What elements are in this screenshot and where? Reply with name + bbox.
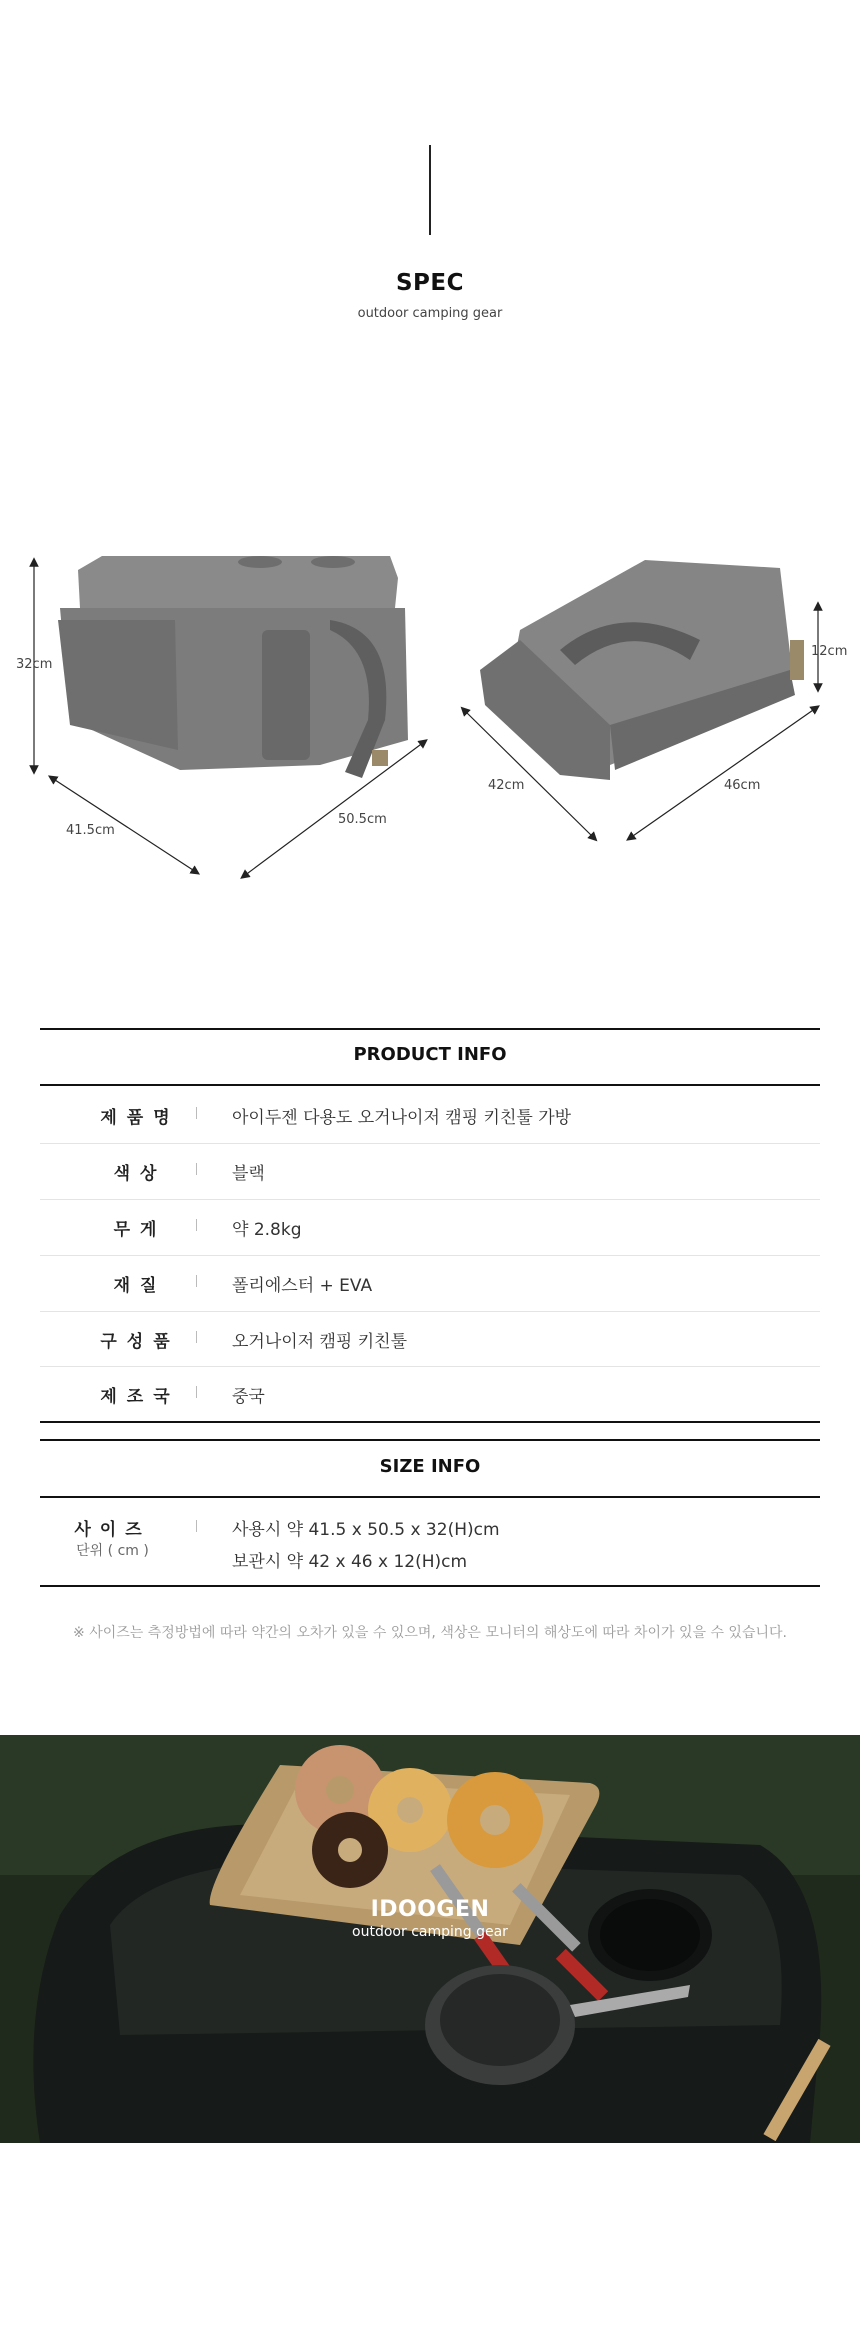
product-info-top-rule	[40, 1028, 820, 1030]
brand-name: IDOOGEN	[370, 1897, 490, 1922]
spec-subtitle: outdoor camping gear	[357, 306, 503, 321]
dim-label-folded-height: 12cm	[811, 644, 848, 659]
info-label-color: 색상	[113, 1164, 167, 1184]
dim-label-folded-width: 46cm	[724, 778, 761, 793]
info-separator	[196, 1163, 197, 1175]
size-info-title: SIZE INFO	[379, 1456, 481, 1477]
size-info-header-rule	[40, 1496, 820, 1498]
row-divider	[40, 1255, 820, 1256]
row-divider	[40, 1199, 820, 1200]
info-value-material: 폴리에스터 + EVA	[232, 1276, 373, 1296]
info-separator	[196, 1107, 197, 1119]
info-separator	[196, 1331, 197, 1343]
size-label: 사이즈	[74, 1520, 151, 1540]
info-separator	[196, 1219, 197, 1231]
info-label-components: 구성품	[100, 1332, 180, 1352]
info-label-material: 재질	[113, 1276, 167, 1296]
dim-label-width: 50.5cm	[338, 812, 387, 827]
info-value-color: 블랙	[232, 1164, 265, 1184]
brand-subtitle: outdoor camping gear	[352, 1924, 508, 1940]
info-value-origin: 중국	[232, 1387, 265, 1407]
size-info-bottom-rule	[40, 1585, 820, 1587]
divider-line	[429, 145, 431, 235]
row-divider	[40, 1311, 820, 1312]
brand-logo	[0, 1897, 860, 1940]
info-value-components: 오거나이저 캠핑 키친툴	[232, 1332, 408, 1352]
size-color-notice: ※ 사이즈는 측정방법에 따라 약간의 오차가 있을 수 있으며, 색상은 모니터의 해상도에 따라 차이가 있을 수 있습니다.	[73, 1625, 787, 1641]
info-label-origin: 제조국	[100, 1387, 180, 1407]
bag-open-image	[58, 556, 408, 778]
bag-folded-image	[480, 560, 804, 780]
info-separator	[196, 1520, 197, 1532]
info-value-weight: 약 2.8kg	[232, 1220, 302, 1240]
dim-label-folded-depth: 42cm	[488, 778, 525, 793]
size-info-top-rule	[40, 1439, 820, 1441]
size-use-value: 사용시 약 41.5 x 50.5 x 32(H)cm	[232, 1520, 500, 1540]
size-storage-value: 보관시 약 42 x 46 x 12(H)cm	[232, 1552, 468, 1572]
dim-label-depth: 41.5cm	[66, 823, 115, 838]
spec-title: SPEC	[395, 270, 464, 296]
info-label-weight: 무게	[113, 1220, 167, 1240]
product-info-bottom-rule	[40, 1421, 820, 1423]
info-separator	[196, 1275, 197, 1287]
info-value-name: 아이두젠 다용도 오거나이저 캠핑 키친툴 가방	[232, 1108, 572, 1128]
info-separator	[196, 1386, 197, 1398]
product-info-title: PRODUCT INFO	[353, 1044, 507, 1065]
info-label-name: 제품명	[100, 1108, 180, 1128]
row-divider	[40, 1143, 820, 1144]
product-info-header-rule	[40, 1084, 820, 1086]
row-divider	[40, 1366, 820, 1367]
product-dimension-illustration	[0, 520, 860, 900]
dim-label-height: 32cm	[16, 657, 53, 672]
size-unit: 단위 ( cm )	[76, 1543, 149, 1559]
